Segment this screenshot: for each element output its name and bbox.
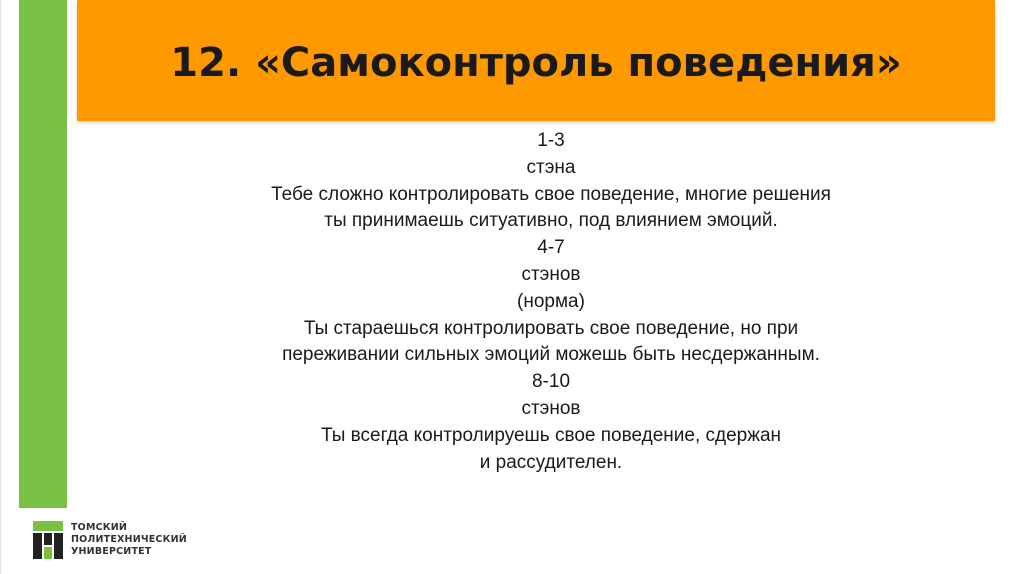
logo-line: ТОМСКИЙ	[71, 522, 128, 533]
logo-line: ПОЛИТЕХНИЧЕСКИЙ	[71, 534, 187, 545]
body-line: 8-10	[531, 371, 571, 393]
body-line: Тебе сложно контролировать свое поведение, многие решения	[271, 183, 831, 205]
tpu-logo-icon	[33, 521, 63, 559]
body-line: Ты всегда контролируешь свое поведение, сдержан	[320, 424, 782, 446]
body-line: 1-3	[537, 130, 565, 151]
body-line: Ты стараешься контролировать свое поведение, но при	[303, 317, 799, 339]
slide-title: 12. «Самоконтроль поведения»	[170, 40, 902, 86]
university-logo	[33, 520, 187, 560]
body-line: стэна	[526, 156, 576, 178]
body-line: стэнов	[521, 263, 581, 285]
logo-line: УНИВЕРСИТЕТ	[71, 546, 152, 557]
body-line: 4-7	[537, 237, 565, 259]
slide-body	[121, 128, 981, 476]
logo-text	[71, 522, 187, 558]
title-banner	[77, 0, 995, 121]
body-line: переживании сильных эмоций можешь быть несдержанным.	[282, 344, 820, 366]
body-line: ты принимаешь ситуативно, под влиянием эмоций.	[324, 210, 778, 232]
green-side-bar	[19, 0, 67, 508]
body-line: (норма)	[517, 290, 585, 312]
body-line: стэнов	[521, 397, 581, 419]
body-line: и рассудителен.	[479, 451, 623, 473]
